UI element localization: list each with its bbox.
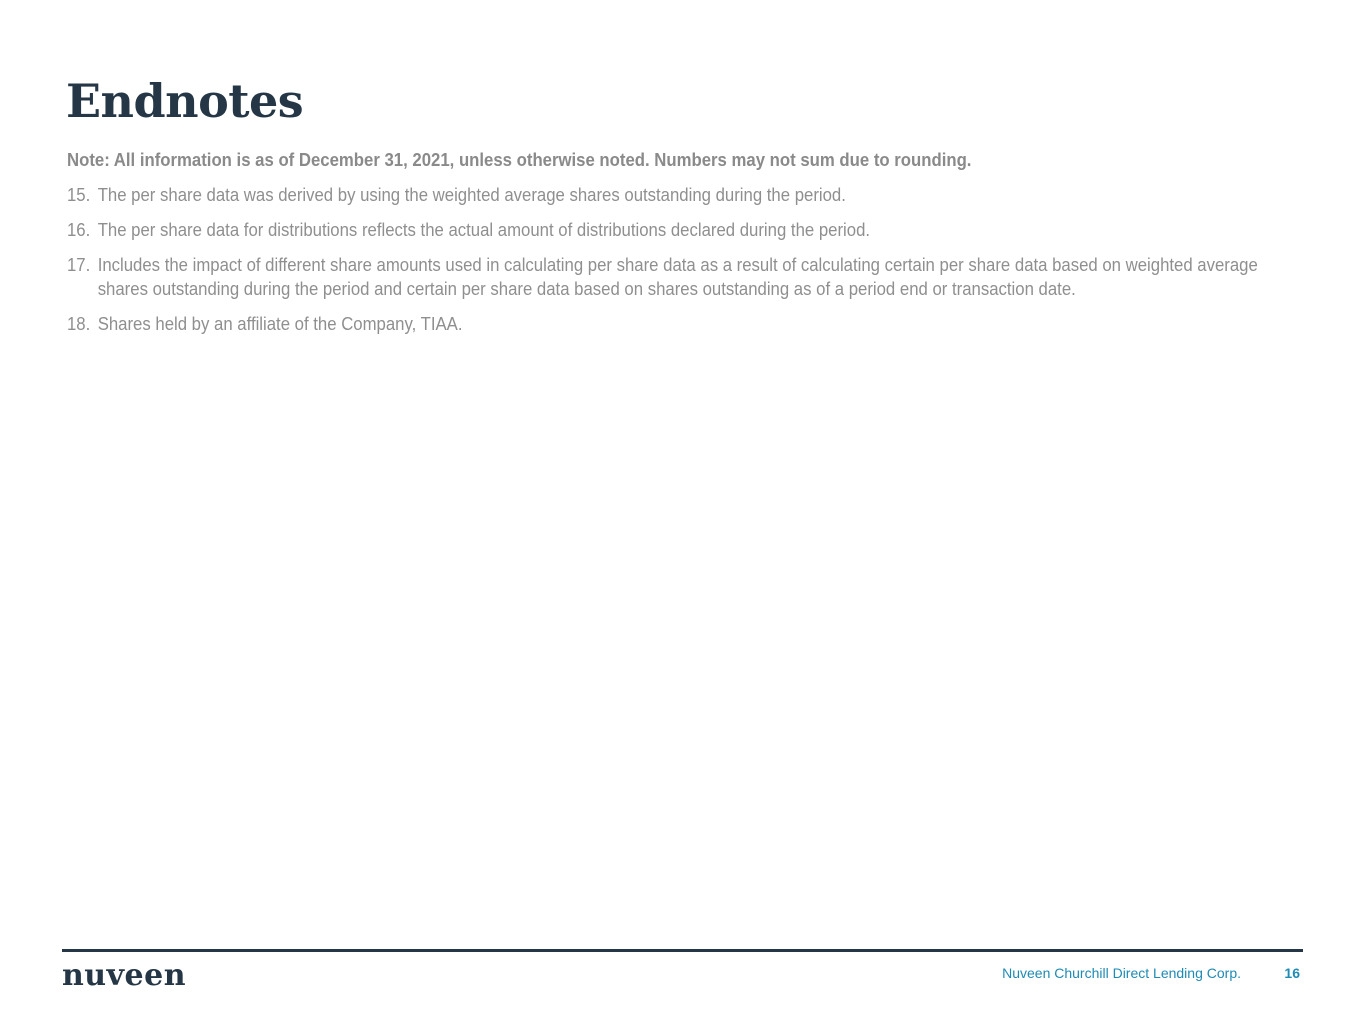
nuveen-logo: nuveen [62,958,187,993]
endnote-text: Includes the impact of different share amounts used in calculating per share data as a result of calculating certain per share data based on weighted average shares outstanding during the period and certain per share data based on shares outstanding as of a period end or transaction date. [97,255,1258,299]
endnote-item [67,183,1307,207]
footer-company-name: Nuveen Churchill Direct Lending Corp. [1002,965,1241,981]
page-number: 16 [1284,965,1300,981]
footer-divider [62,949,1303,952]
page-title: Endnotes [66,74,304,128]
endnote-number: 16. [67,220,91,240]
endnote-text: The per share data for distributions reflects the actual amount of distributions declared during the period. [97,220,871,240]
endnote-item [67,312,1307,336]
endnotes-list [67,183,1307,336]
endnote-item [67,253,1307,301]
endnote-text: The per share data was derived by using the weighted average shares outstanding during the period. [97,185,846,205]
endnote-number: 17. [67,255,91,275]
general-note: Note: All information is as of December 31, 2021, unless otherwise noted. Numbers may not sum due to rounding. [67,150,972,170]
endnotes-content [67,148,1307,347]
endnote-number: 15. [67,185,91,205]
endnote-number: 18. [67,314,91,334]
endnote-text: Shares held by an affiliate of the Company, TIAA. [97,314,463,334]
endnote-item [67,218,1307,242]
